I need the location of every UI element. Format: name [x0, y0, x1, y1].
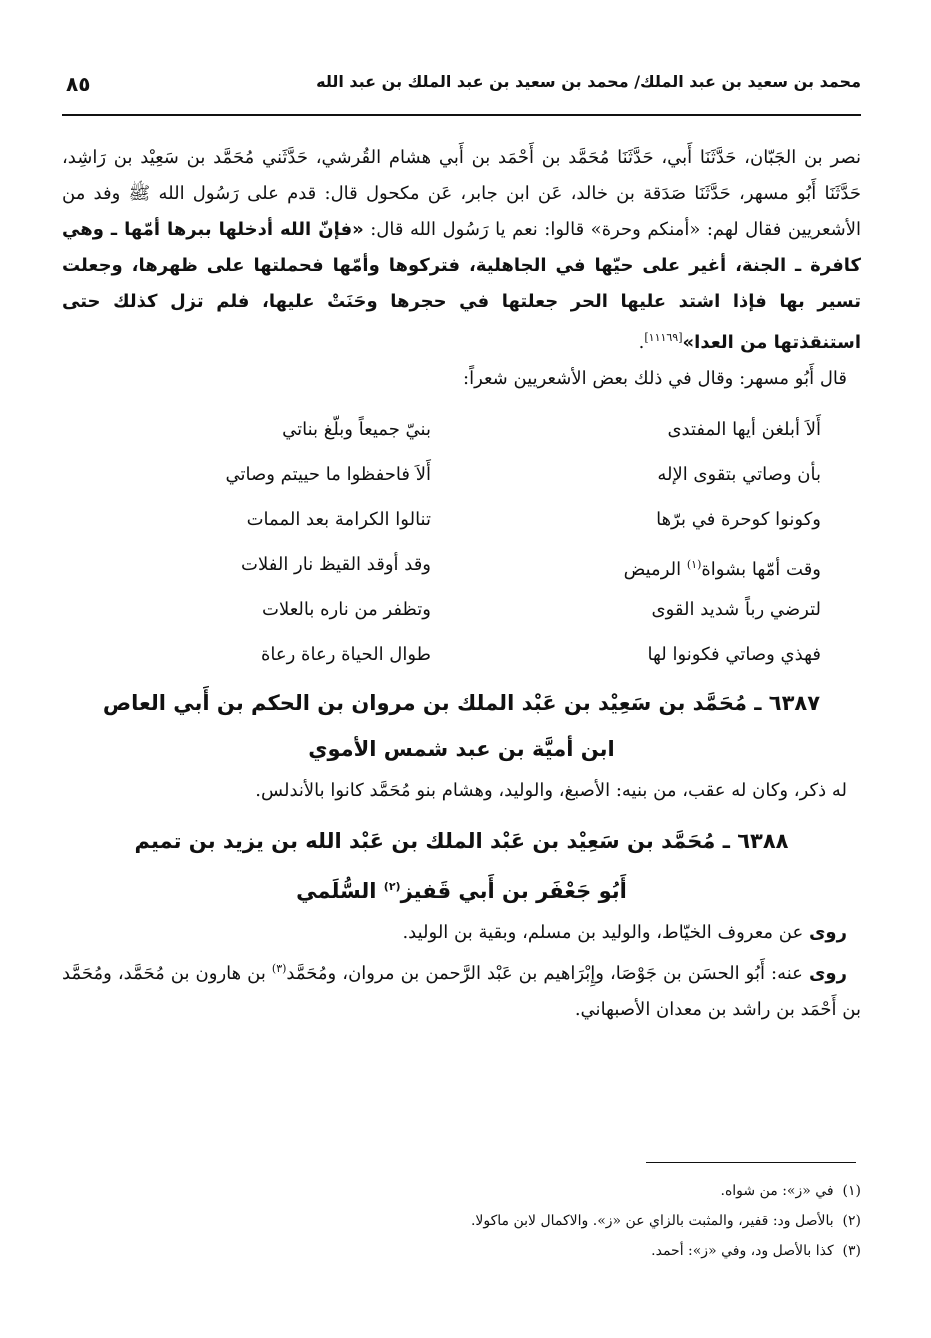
- entry-text: له ذكر، وكان له عقب، من بنيه: الأصبغ، والوليد، وهشام بنو مُحَمَّد كانوا بالأندلس.: [255, 780, 847, 801]
- verse-first-hemistich: وكونوا كوحرة في برّها: [656, 509, 821, 530]
- poem: [62, 407, 861, 677]
- footnote-marker: (١): [686, 558, 702, 571]
- rawa-label: روى: [808, 963, 847, 984]
- hemistich-text: الرميض: [623, 559, 687, 580]
- hemistich-text: وقت أمّها بشواة: [701, 559, 821, 580]
- verse-second-hemistich: وقد أوقد القيظ نار الفلات: [241, 554, 431, 575]
- page-header: [62, 66, 861, 116]
- footnote-number: (٣): [842, 1243, 861, 1259]
- poem-verse: [62, 407, 861, 452]
- verse-second-hemistich: تنالوا الكرامة بعد الممات: [246, 509, 431, 530]
- verse-first-hemistich: [491, 542, 861, 587]
- narrated-by-paragraph: [62, 951, 861, 1028]
- verse-first-hemistich: أَلاَ أبلغن أيها المفتدى: [667, 419, 821, 440]
- footnote-text: في «ز»: من شواه.: [720, 1183, 834, 1199]
- entry-title: ٦٣٨٨ ـ مُحَمَّد بن سَعِيْد بن عَبْد الملك بن عَبْد الله بن يزيد بن تميم: [134, 829, 789, 853]
- verse-second-hemistich: بنيّ جميعاً وبلّغ بناتي: [282, 419, 431, 440]
- footnote-text: بالأصل ود: قفير، والمثبت بالزاي عن «ز». والاكمال لابن ماكولا.: [470, 1213, 834, 1229]
- verse-first-hemistich: بأن وصاتي بتقوى الإله: [657, 464, 821, 485]
- poem-verse: [62, 497, 861, 542]
- narrators-list: عن معروف الخيّاط، والوليد بن مسلم، وبقية بن الوليد.: [402, 922, 809, 943]
- verse-second-hemistich: طوال الحياة رعاة رعاة: [260, 644, 431, 665]
- page-number: ٨٥: [66, 72, 91, 96]
- footnote-marker: (٢): [383, 880, 401, 893]
- narrators-list: عنه: أَبُو الحسَن بن جَوْصَا، وإِبْرَاهيم بن عَبْد الرَّحمن بن مروان، ومُحَمَّد: [286, 963, 809, 984]
- hadith-matn: «فإنّ الله أدخلها ببرها أمّها ـ وهي كافرة ـ الجنة، أغير على حيّها في الجاهلية، فتركوها وأمّها فحملتها على ظهرها، وجعلت تسير بها فإذا اشتد عليها الحر جعلتها في حجرها وحَنَتْ عليها، فلم تزل كذلك حتى استنقذتها من العدا»: [62, 219, 861, 353]
- entry-title: ٦٣٨٧ ـ مُحَمَّد بن سَعِيْد بن عَبْد الملك بن مروان بن الحكم بن أَبي العاص: [102, 691, 821, 715]
- footnote-marker: (٣): [271, 962, 287, 975]
- poem-verse: [62, 452, 861, 497]
- page-body: [62, 140, 861, 1028]
- footnotes: [62, 1176, 861, 1266]
- footnote-separator: [646, 1162, 856, 1163]
- footnote-number: (١): [842, 1183, 861, 1199]
- isnad-text: نصر بن الجَبّان، حَدَّثَنَا أَبي، حَدَّثَنَا مُحَمَّد بن أَحْمَد بن أَبي هشام القُرشي، حَدَّثَني مُحَمَّد بن سَعِيْد بن رَاشِد، حَدَّثَنَا أَبُو مسهر، حَدَّثَنَا صَدَقة بن خالد، عَن ابن جابر، عَن مكحول قال: قدم على رَسُول الله ﷺ وفد من الأشعريين فقال لهم: «أمنكم وحرة» قالوا: نعم يا رَسُول الله قال:: [62, 147, 861, 240]
- poem-verse: [62, 587, 861, 632]
- narrators-list: بن هارون بن مُحَمَّد، ومُحَمَّد بن أَحْمَد بن راشد بن معدان الأصبهاني.: [62, 963, 861, 1020]
- entry-title-continuation: ابن أميَّة بن عبد شمس الأموي: [308, 737, 615, 761]
- verse-second-hemistich: أَلاَ فاحفظوا ما حييتم وصاتي: [225, 464, 431, 485]
- footnote: [62, 1236, 861, 1266]
- title-text: أَبُو جَعْفَر بن أَبي قَفيز: [400, 879, 627, 903]
- period: .: [638, 332, 645, 353]
- footnote: [62, 1176, 861, 1206]
- footnote-text: كذا بالأصل ود، وفي «ز»: أحمد.: [651, 1243, 834, 1259]
- poem-intro: قال أَبُو مسهر: وقال في ذلك بعض الأشعريين شعراً:: [463, 368, 847, 389]
- verse-first-hemistich: لترضي رباً شديد القوى: [651, 599, 821, 620]
- hadith-reference-number: [١١١٦٩]: [644, 331, 683, 344]
- poem-verse: [62, 632, 861, 677]
- footnote: [62, 1206, 861, 1236]
- narrated-from-paragraph: [62, 915, 861, 951]
- entry-title-continuation: [62, 865, 861, 913]
- title-text: السُّلَمي: [296, 879, 384, 903]
- verse-first-hemistich: فهذي وصاتي فكونوا لها: [647, 644, 821, 665]
- rawa-label: روى: [808, 922, 847, 943]
- footnote-number: (٢): [842, 1213, 861, 1229]
- hadith-paragraph: [62, 140, 861, 361]
- running-title: محمد بن سعيد بن عبد الملك/ محمد بن سعيد بن عبد الملك بن عبد الله: [316, 72, 861, 91]
- verse-second-hemistich: وتظفر من ناره بالعلات: [262, 599, 431, 620]
- poem-verse: [62, 542, 861, 587]
